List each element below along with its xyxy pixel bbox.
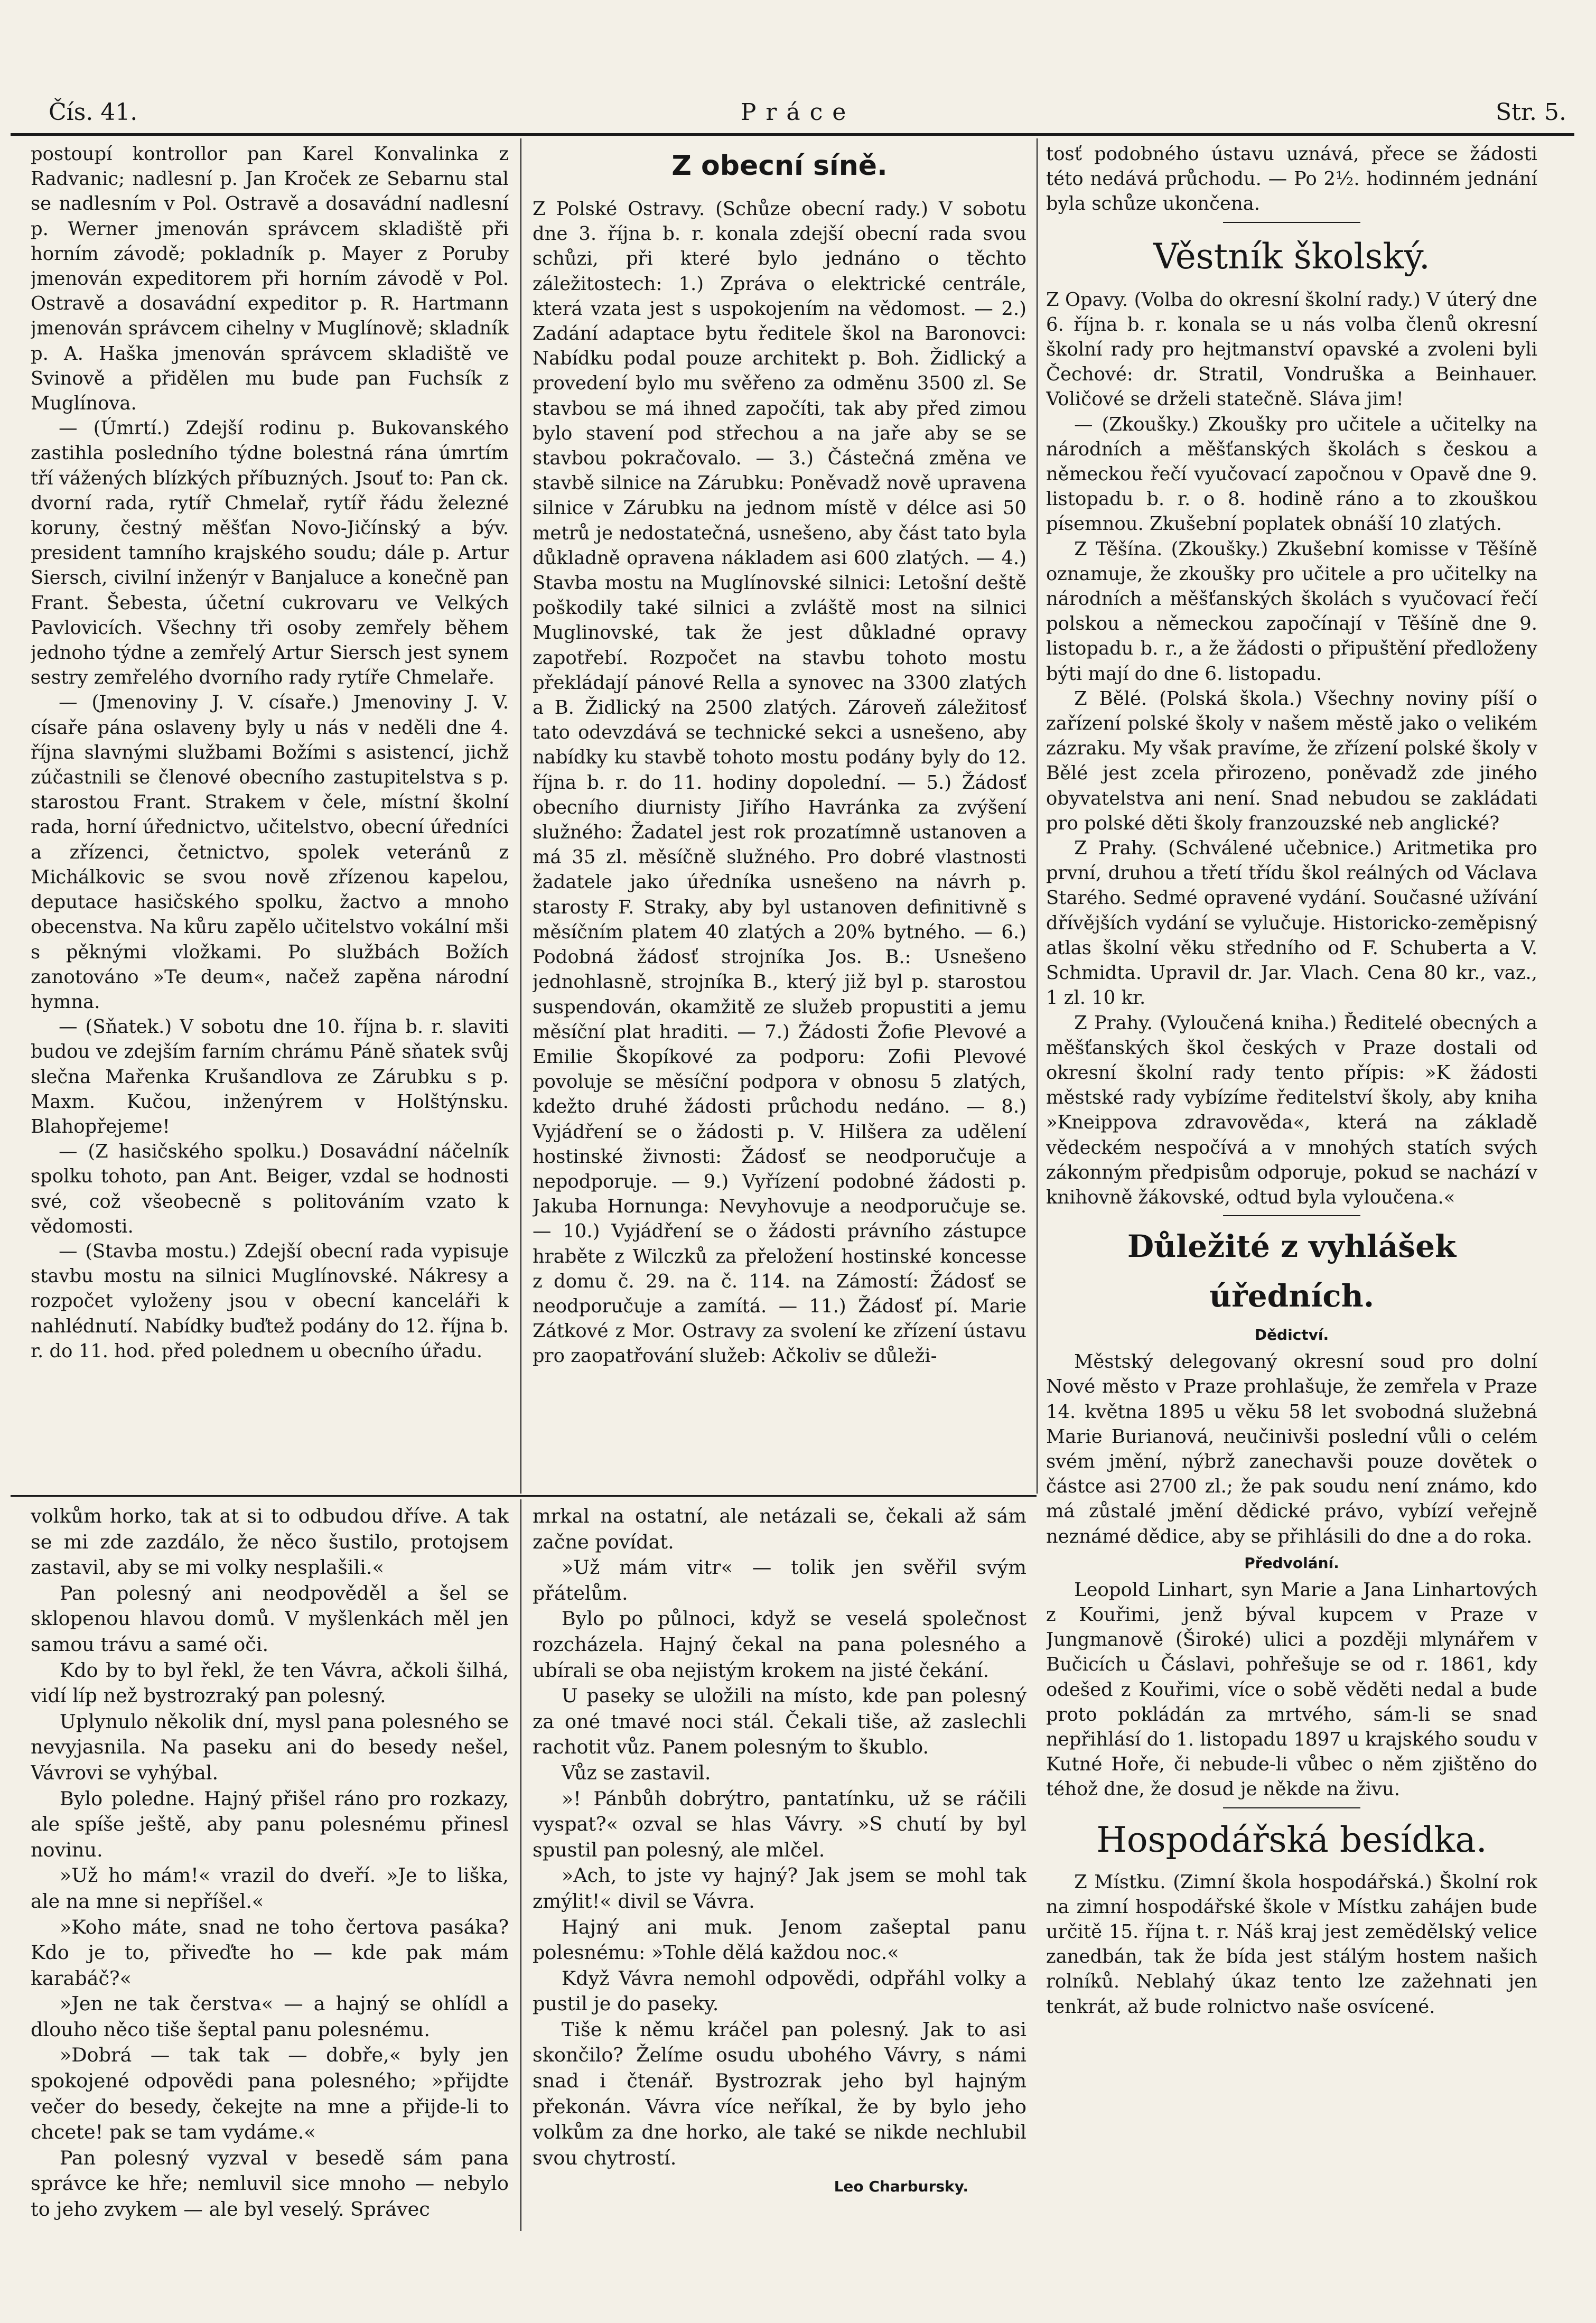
header-rule [11,133,1574,136]
story-paragraph: Vůz se zastavil. [561,1761,711,1784]
school-item: Z Opavy. (Volba do okresní školní rady.) V úterý dne 6. října b. r. konala se u nás volba členů okresní školní rady pro hejtmanství opavské a zvoleni byli Čechové: dr. Stratil, Vondruška a Beinhauer. Voličové se drželi statečně. Sláva jim! [1046,288,1537,411]
column-divider-1 [520,138,521,1494]
council-report: Z Polské Ostravy. (Schůze obecní rady.) V sobotu dne 3. října b. r. konala zdejší obecní rada svou schůzi, při které bylo jednáno o těchto záležitostech: 1.) Zpráva o elektrické centrále, která vzata jest s uspokojením na vědomost. — 2.) Zadání adaptace bytu ředitele škol na Baronovci: Nabídku podal pouze architekt p. Boh. Židlický a provedení bylo mu svěřeno za odměnu 3500 zl. Se stavbou se má ihned započíti, tak aby před zimou bylo stavení pod střechou a na jaře aby se se stavbou pokračovalo. — 3.) Částečná změna ve stavbě silnice na Zárubku: Poněvadž nově upravena silnice v Zárubku na jednom místě v délce asi 50 metrů je nedostatečná, usnešeno, aby část tato byla důkladně opravena nákladem asi 600 zlatých. — 4.) Stavba mostu na Muglínovské silnici: Letošní deště poškodily také silnici a zvláště most na silnici Muglinovské, tak že jest důkladné opravy zapotřebí. Rozpočet na stavbu tohoto mostu překládají pánové Rella a synovec na 3300 zlatých a B. Židlický na 2500 zlatých. Zároveň záležitosť tato odevzdává se technické sekci a usnešeno, aby nabídky ku stavbě tohoto mostu podány byly do 12. října b. r. do 11. hodiny dopolední. — 5.) Žádosť obecního diurnisty Jiřího Havránka za zvýšení služného: Žadatel jest rok prozatímně ustanoven a má 35 zl. měsíčně služného. Pro dobré vlastnosti žadatele jako úředníka usnešeno na návrh p. starosty F. Straky, aby byl ustanoven definitivně s měsíčním platem 40 zlatých a 20% bytného. — 6.) Podobná žádosť strojníka Jos. B.: Usnešeno jednohlasně, strojníka B., který již byl p. starostou suspendován, okamžitě ze služeb propustiti a jemu měsíční plat hraditi. — 7.) Žádosti Žofie Plevové a Emilie Škopíkové za podporu: Zofii Plevové povoluje se měsíční podpora v obnosu 5 zlatých, kdežto druhé žádosti průchodu nedáno. — 8.) Vyjádření se o žádosti p. V. Hilšera za udělení hostinské živnosti: Žádosť se neodporučuje a nepodporuje. — 9.) Vyřízení podobné žádosti p. Jakuba Hornunga: Nevyhovuje a neodporučuje se. — 10.) Vyjádření se o žádosti právního zástupce hraběte z Wilczků za přeložení hostinské koncesse z domu č. 29. na č. 114. na Zámostí: Žádosť se neodporučuje a zamítá. — 11.) Žádosť pí. Marie Zátkové z Mor. Ostravy za svolení ke zřízení ústavu pro zaopatřování služeb: Ačkoliv se důleži- [533,198,1026,1367]
story-paragraph: Pan polesný ani neodpověděl a šel se sklopenou hlavou domů. V myšlenkách měl jen samou trávu a samé oči. [31,1581,509,1656]
school-item: Z Těšína. (Zkoušky.) Zkušební komisse v Těšíně oznamuje, že zkoušky pro učitele a pro učitelky na národních a měšťanských školách s vyučovací řečí polskou a německou započínají v Těšíně dne 9. listopadu b. r., a že žádosti o připuštění předloženy býti mají do dne 6. listopadu. [1046,538,1537,685]
story-paragraph: Bylo poledne. Hajný přišel ráno pro rozkazy, ale spíše ještě, aby panu polesnému přinesl novinu. [31,1787,509,1861]
column-local-news [31,142,509,1489]
story-paragraph: »Koho máte, snad ne toho čertova pasáka? Kdo je to, přiveďte ho — kde pak mám karabáč?« [31,1915,509,1990]
farming-item: Z Místku. (Zimní škola hospodářská.) Školní rok na zimní hospodářské škole v Místku zahájen bude určitě 15. října t. r. Náš kraj jest zemědělský velice zanedbán, tak že bída jest stálým hostem našich rolníků. Neblahý úkaz tento lze zažehnati jen tenkrát, až bude rolnictvo naše osvícené. [1046,1871,1537,2018]
school-item: Z Prahy. (Schválené učebnice.) Aritmetika pro první, druhou a třetí třídu škol reálných od Václava Starého. Sedmé opravené vydání. Současné užívání dřívějších vydání se vylučuje. Historicko-zeměpisný atlas školní věku středního od F. Schuberta a V. Schmidta. Upravil dr. Jar. Vlach. Cena 80 kr., vaz., 1 zl. 10 kr. [1046,837,1537,1009]
column-divider-3 [520,1499,521,2231]
notice-summons: Leopold Linhart, syn Marie a Jana Linhartových z Kouřimi, jenž býval kupcem v Praze v Jungmanově (Široké) ulici a později mlynářem v Bučicích u Čáslavi, pohřešuje se od r. 1861, kdy odešed z Kouřimi, více o sobě věděti nedal a bude proto pokládán za mrtvého, sám-li se snad nepřihlásí do 1. listopadu 1897 u krajského soudu v Kutné Hoře, či nebude-li vůbec o něm zjištěno do téhož dne, že dosud je někde na živu. [1046,1579,1537,1800]
column-council [533,142,1026,1489]
story-paragraph: »Už mám vitr« — tolik jen svěřil svým přátelům. [533,1556,1026,1604]
section-heading-farming: Hospodářská besídka. [1096,1819,1487,1860]
news-paragraph: postoupí kontrollor pan Karel Konvalinka z Radvanic; nadlesní p. Jan Kroček ze Sebarnu stal se nadlesním v Pol. Ostravě a dosavádní nadlesní p. Werner jmenován správcem skladiště při horním závodě; pokladník p. Mayer z Poruby jmenován expeditorem při horním závodě v Pol. Ostravě a dosavádní expeditor p. R. Hartmann jmenován správcem cihelny v Muglínově; skladník p. A. Haška jmenován správcem skladiště ve Svinově a přidělen mu bude pan Fuchsík z Muglínova. [31,143,509,415]
story-paragraph: volkům horko, tak at si to odbudou dříve. A tak se mi zde zazdálo, že něco šustilo, protojsem zastavil, aby se mi volky nesplašili.« [31,1505,509,1579]
school-item: Z Prahy. (Vyloučená kniha.) Ředitelé obecných a měšťanských škol českých v Praze dostali od okresní školní rady tento přípis: »K žádosti městské rady vybízíme ředitelství školy, aby kniha »Kneippova zdravověda«, která na základě vědeckém nespočívá a v mnohých statích svých zákonným předpisům odporuje, pokud se nachází v knihovně žákovské, odtud byla vyloučena.« [1046,1012,1537,1208]
separator [1223,222,1360,223]
feuilleton-rule [11,1495,1037,1497]
separator [1223,1215,1360,1216]
feuilleton-middle [533,1504,1026,2233]
news-paragraph: — (Sňatek.) V sobotu dne 10. října b. r. slaviti budou ve zdejším farním chrámu Páně sňatek svůj slečna Mařenka Krušandlova ze Zárubku s p. Maxm. Kučou, inženýrem v Holštýnsku. Blahopřejeme! [31,1016,509,1137]
school-item: Z Bělé. (Polská škola.) Všechny noviny píší o zařízení polské školy v našem městě jako o velikém zázraku. My však pravíme, že zřízení polské školy v Bělé jest zcela přirozeno, poněvadž zde jiného obyvatelstva ani není. Snad nebudou se zakládati pro polské děti školy franzouzské neb anglické? [1046,687,1537,834]
section-heading-council: Z obecní síně. [671,150,888,182]
author-signature: Leo Charbursky. [834,2178,968,2196]
page-number: Str. 5. [1496,99,1566,126]
notice-inheritance: Městský delegovaný okresní soud pro dolní Nové město v Praze prohlašuje, že zemřela v Praze 14. května 1895 u věku 58 let svobodná služebná Marie Burianová, neučinivši poslední vůli o celém svém jmění, nýbrž zanechavši pouze dovětek o částce asi 2700 zl.; že pak soudu není známo, kdo má zůstalé jmění dědické právo, vybízí veřejně neznámé dědice, aby se přihlásili do dne a do roka. [1046,1351,1537,1547]
news-paragraph: — (Stavba mostu.) Zdejší obecní rada vypisuje stavbu mostu na silnici Muglínovské. Nákresy a rozpočet vyloženy jsou v obecní kanceláři k nahlédnutí. Nabídky buďtež podány do 12. října b. r. do 11. hod. před polednem u obecního úřadu. [31,1240,509,1362]
story-paragraph: »Dobrá — tak tak — dobře,« byly jen spokojené odpovědi pana polesného; »přijdte večer do besedy, čekejte na mne a přijde-li to chcete! pak se tam vydáme.« [31,2044,509,2144]
story-paragraph: »Už ho mám!« vrazil do dveří. »Je to liška, ale na mne si nepříšel.« [31,1864,509,1912]
story-paragraph: Pan polesný vyzval v besedě sám pana správce ke hře; nemluvil sice mnoho — nebylo to jeho zvykem — ale byl veselý. Správec [31,2146,509,2221]
story-paragraph: Tiše k němu kráčel pan polesný. Jak to asi skončilo? Želíme osudu ubohého Vávry, s námi snad i čtenář. Bystrozrak jeho byl hajným překonán. Vávra více neříkal, že by bylo jeho volkům za dne horko, ale také se nikde nechlubil svou chytrostí. [533,2018,1026,2169]
news-paragraph: — (Z hasičského spolku.) Dosavádní náčelník spolku tohoto, pan Ant. Beiger, vzdal se hodnosti své, což všeobecně s politováním vzato k vědomosti. [31,1141,509,1237]
issue-number: Čís. 41. [49,99,138,126]
column-right [1046,142,1537,2234]
news-paragraph: — (Jmenoviny J. V. císaře.) Jmenoviny J. V. císaře pána oslaveny byly u nás v neděli dne 4. října slavnými službami Božími s asistencí, jichž zúčastnili se členové obecního zastupitelstva s p. starostou Frant. Strakem v čele, místní školní rada, horní úřednictvo, učitelstvo, obecní úředníci a zřízenci, četnictvo, spolek veteránů z Michálkovic se svou nově zřízenou kapelou, deputace hasičského spolku, žactvo a mnoho obecenstva. Na kůru zapělo učitelstvo vokální mši s pěknými vložkami. Po službách Božích zanotováno »Te deum«, načež zapěna národní hymna. [31,692,509,1013]
story-paragraph: Kdo by to byl řekl, že ten Vávra, ačkoli šilhá, vidí líp než bystrozraký pan polesný. [31,1658,509,1708]
council-report-continued: tosť podobného ústavu uznává, přece se žádosti této nedává průchodu. — Po 2½. hodinném jednání byla schůze ukončena. [1046,143,1537,215]
story-paragraph: U paseky se uložili na místo, kde pan polesný za oné tmavé noci stál. Čekali tiše, až zaslechli rachotit vůz. Panem polesným to škublo. [533,1684,1026,1759]
newspaper-title: Práce [740,99,856,126]
story-paragraph: »Ach, to jste vy hajný? Jak jsem se mohl tak zmýlit!« divil se Vávra. [533,1864,1026,1912]
notice-subheading-summons: Předvolání. [1244,1554,1339,1572]
feuilleton-left [31,1504,509,2233]
notice-subheading-inheritance: Dědictví. [1254,1326,1329,1344]
story-paragraph: Když Vávra nemohl odpovědi, odpřáhl volky a pustil je do paseky. [533,1966,1026,2016]
story-paragraph: Uplynulo několik dní, mysl pana polesného se nevyjasnila. Na paseku ani do besedy nešel, Vávrovi se vyhýbal. [31,1710,509,1784]
story-paragraph: mrkal na ostatní, ale netázali se, čekali až sám začne povídat. [533,1505,1026,1553]
school-item: — (Zkoušky.) Zkoušky pro učitele a učitelky na národních a měšťanských školách s českou a německou řečí vyučovací započnou v Opavě dne 9. listopadu b. r. o 8. hodině ráno a to zkouškou písemnou. Zkušební poplatek obnáší 10 zlatých. [1046,413,1537,535]
column-divider-2 [1037,138,1038,1494]
news-paragraph: — (Úmrtí.) Zdejší rodinu p. Bukovanského zastihla posledního týdne bolestná rána úmrtím tří vážených blízkých příbuzných. Jsouť to: Pan ck. dvorní rada, rytíř Chmelař, rytíř řádu železné koruny, čestný měšťan Novo-Jičínský a býv. president tamního krajského soudu; dále p. Artur Siersch, civilní inženýr v Banjaluce a konečně pan Frant. Šebesta, účetní cukrovaru ve Velkých Pavlovicích. Všechny tři osoby zemřely během jednoho týdne a zemřelý Artur Siersch jest synem sestry zemřelého dvorního rady rytíře Chmelaře. [31,417,509,689]
story-paragraph: Bylo po půlnoci, když se veselá společnost rozcházela. Hajný čekal na pana polesného a ubírali se oba nejistým krokem na jisté čekání. [533,1607,1026,1682]
story-paragraph: »! Pánbůh dobrýtro, pantatínku, už se ráčili vyspat?« ozval se hlas Vávry. »S chutí by byl spustil pan polesný, ale mlčel. [533,1787,1026,1861]
separator [1223,1807,1360,1808]
story-paragraph: »Jen ne tak čerstva« — a hajný se ohlídl a dlouho něco tiše šeptal panu polesnému. [31,1992,509,2041]
story-paragraph: Hajný ani muk. Jenom zašeptal panu polesnému: »Tohle dělá každou noc.« [533,1915,1026,1964]
section-heading-notices: Důležité z vyhlášek úředních. [1127,1228,1457,1314]
section-heading-school: Věstník školský. [1153,236,1430,277]
